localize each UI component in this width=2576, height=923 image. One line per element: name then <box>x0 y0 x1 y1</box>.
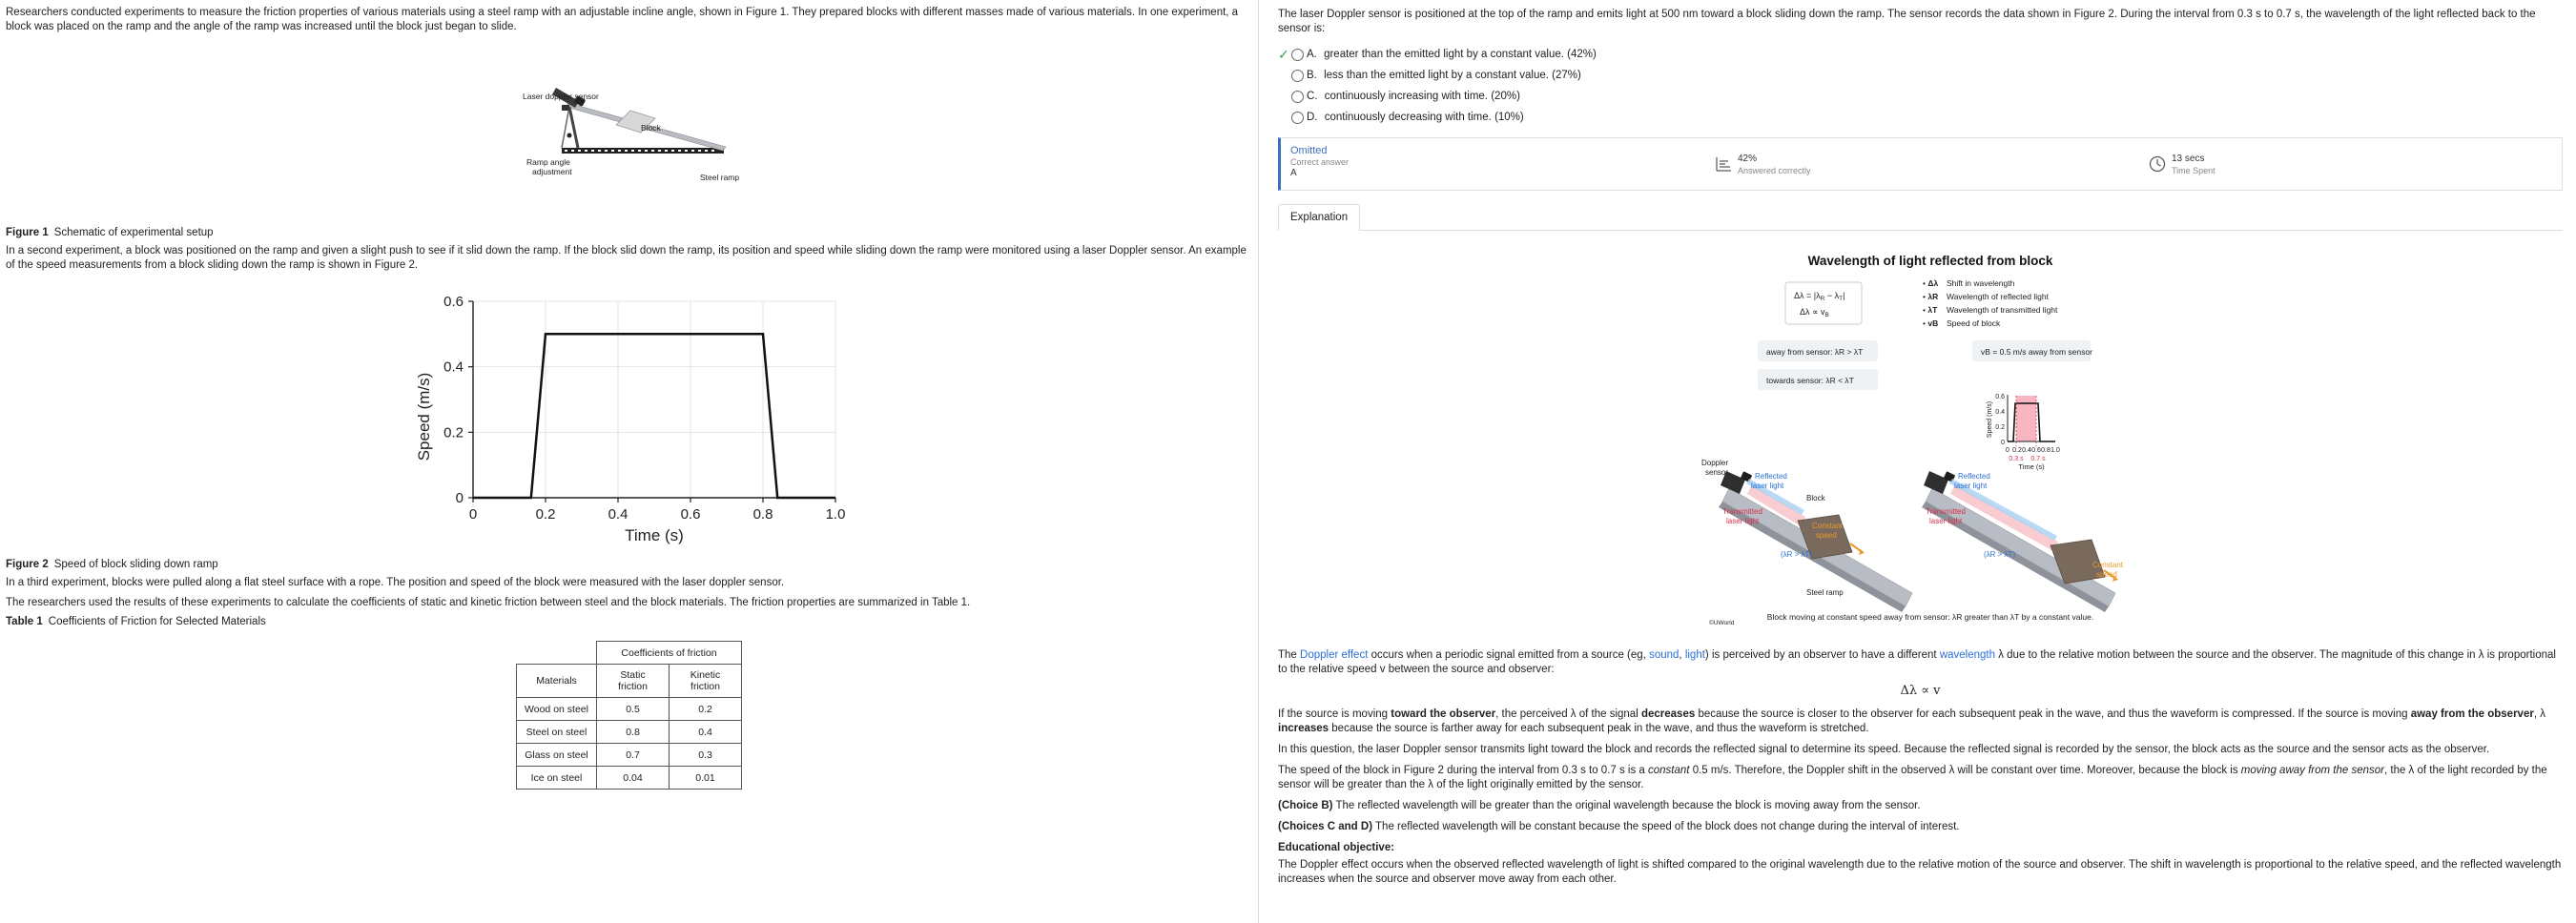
equation-box <box>1785 282 1862 324</box>
label-ramp-adjust-2: adjustment <box>532 167 572 176</box>
label-steel-ramp: Steel ramp <box>700 173 740 182</box>
illustration-caption: Block moving at constant speed away from sensor: λR greater than λT by a constant value. <box>1766 612 2094 622</box>
label-ramp-adjust-1: Ramp angle <box>526 157 570 167</box>
choice-letter: A. <box>1307 49 1317 60</box>
figure-2 <box>6 278 1263 555</box>
passage-para-4: The researchers used the results of these experiments to calculate the coefficients of static and kinetic friction between steel and the block materials. The friction properties are summarized in Table 1. <box>6 597 971 608</box>
question-pane <box>1268 0 2576 923</box>
time-spent-label: Time Spent <box>2172 166 2215 175</box>
exp-para-1: The Doppler effect occurs when a periodic signal emitted from a source (eg, sound, light) is perceived by an observer to have a different wavelength λ due to the relative motion between the source and the observer. The magnitude of this change in λ is proportional to the relative speed v between the source and observer: <box>1278 649 2556 675</box>
table-header-row-2 <box>517 665 742 698</box>
y-tick-label: 0.6 <box>443 294 464 310</box>
speed-series-line <box>473 334 835 498</box>
link-wavelength[interactable]: wavelength <box>1939 649 1996 661</box>
ramp-scene-2 <box>1922 471 2117 612</box>
exp-choice-cd: (Choices C and D) The reflected wavelength will be constant because the speed of the block does not change during the interval of interest. <box>1278 821 1960 832</box>
doppler-illustration <box>1278 238 2572 648</box>
cell-static: 0.04 <box>597 767 670 790</box>
table-row <box>517 767 742 790</box>
correct-answer-label: Correct answer <box>1290 157 1350 167</box>
legend-text: Wavelength of transmitted light <box>1947 305 2058 315</box>
cell-material: Steel on steel <box>517 721 597 744</box>
y-tick-label: 0.4 <box>443 359 464 376</box>
answer-stats-bar <box>1278 137 2563 191</box>
mini-xtick: 0.4 <box>2022 447 2031 454</box>
cell-kinetic: 0.3 <box>670 744 742 767</box>
choice-text: continuously decreasing with time. <box>1324 112 1492 123</box>
legend-item: • λT <box>1923 305 1938 315</box>
status-omitted: Omitted <box>1290 145 1328 156</box>
choice-percent: (10%) <box>1494 112 1524 123</box>
table-1-wrapper <box>516 641 1251 790</box>
table-row <box>517 744 742 767</box>
radio-c[interactable] <box>1291 91 1304 103</box>
label-speed: speed <box>1816 531 1837 540</box>
mini-xtick: 0.2 <box>2012 447 2022 454</box>
mini-ytick: 0.4 <box>1995 409 2005 416</box>
mini-ytick: 0.2 <box>1995 424 2005 431</box>
cell-kinetic: 0.4 <box>670 721 742 744</box>
label-reflected-2: laser light <box>1751 482 1784 490</box>
label-speed-b: speed <box>2096 570 2117 579</box>
equation-2: $\Delta\lambda \propto v_B$ <box>1800 307 1829 318</box>
choice-d[interactable] <box>1278 107 2563 128</box>
doppler-sensor-icon-2 <box>1924 471 1948 494</box>
mini-xtick: 0.8 <box>2041 447 2050 454</box>
answer-status <box>1290 145 1349 179</box>
label-transmitted-b: Transmitted <box>1926 507 1966 516</box>
label-constant-b: Constant <box>2092 561 2124 569</box>
ramp-schematic <box>6 40 1263 182</box>
table-1-number: Table 1 <box>6 616 43 627</box>
speed-box-text: vB = 0.5 m/s away from sensor <box>1981 347 2092 357</box>
choice-percent: (27%) <box>1552 70 1581 81</box>
explanation-tab-row <box>1278 204 2563 231</box>
mini-xtick: 0 <box>2006 447 2009 454</box>
mini-xtick: 0.6 <box>2031 447 2041 454</box>
label-doppler: Doppler <box>1701 459 1729 467</box>
cell-static: 0.8 <box>597 721 670 744</box>
label-transmitted: Transmitted <box>1722 507 1762 516</box>
time-spent-stat <box>2149 154 2215 176</box>
edu-objective-label: Educational objective: <box>1278 842 1395 853</box>
choice-text: continuously increasing with time. <box>1324 91 1489 102</box>
x-tick-label: 0.6 <box>680 506 701 523</box>
table-1-caption <box>6 616 1251 627</box>
legend-text: Wavelength of reflected light <box>1947 292 2049 301</box>
clock-icon <box>2149 155 2166 173</box>
passage-intro: Researchers conducted experiments to measure the friction properties of various materials using a steel ramp with an adjustable incline angle, shown in Figure 1. They prepared blocks with different masses made of various materials. In one experiment, a block was placed on the ramp and the angle of the ramp was increased until the block just began to slide. <box>6 7 1239 32</box>
table-group-header: Coefficients of friction <box>597 642 742 665</box>
figure-2-title: Speed of block sliding down ramp <box>53 559 218 570</box>
table-row <box>517 698 742 721</box>
towards-text: towards sensor: λR < λT <box>1766 376 1854 385</box>
figure-1-number: Figure 1 <box>6 227 49 238</box>
table-row <box>517 721 742 744</box>
figure-1 <box>6 40 1263 182</box>
link-sound[interactable]: sound <box>1649 649 1680 661</box>
pane-divider[interactable] <box>1258 0 1259 923</box>
correct-answer-value: A <box>1290 168 1297 178</box>
table-header-row-1 <box>517 642 742 665</box>
label-block: Block <box>1806 494 1825 503</box>
y-axis-label: Speed (m/s) <box>415 372 433 462</box>
mini-speed-chart <box>1987 394 2060 471</box>
y-tick-label: 0.2 <box>443 424 464 441</box>
choice-text: less than the emitted light by a constant value. <box>1324 70 1549 81</box>
label-steel-ramp: Steel ramp <box>1806 588 1844 597</box>
passage-para-3: In a third experiment, blocks were pulled along a flat steel surface with a rope. The position and speed of the block were measured with the laser doppler sensor. <box>6 577 785 588</box>
table-empty-cell <box>517 642 597 665</box>
passage-para-2: In a second experiment, a block was positioned on the ramp and given a slight push to see if it slid down the ramp. If the block slid down the ramp, its position and speed while sliding down the ramp were monitored using a laser Doppler sensor. An example of the speed measurements from a block sliding down the ramp is shown in Figure 2. <box>6 245 1247 271</box>
choice-percent: (42%) <box>1567 49 1597 60</box>
figure-1-caption <box>6 227 1251 238</box>
label-transmitted-2: laser light <box>1726 517 1760 525</box>
x-tick-label: 0.4 <box>608 506 629 523</box>
legend-item: • Δλ <box>1923 278 1939 288</box>
x-tick-label: 1.0 <box>825 506 846 523</box>
cell-material: Ice on steel <box>517 767 597 790</box>
label-reflected-b: Reflected <box>1958 472 1990 481</box>
choice-a[interactable] <box>1278 44 2563 65</box>
link-doppler-effect[interactable]: Doppler effect <box>1300 649 1369 661</box>
cell-kinetic: 0.01 <box>670 767 742 790</box>
percent-correct-stat <box>1715 154 1811 176</box>
speed-chart <box>406 278 855 555</box>
choice-letter: B. <box>1307 70 1317 81</box>
equation-proportional: Δλ ∝ v <box>1900 684 1941 698</box>
choice-letter: C. <box>1307 91 1318 102</box>
bar-chart-icon <box>1715 155 1732 173</box>
cell-material: Glass on steel <box>517 744 597 767</box>
mini-xtick: 1.0 <box>2050 447 2060 454</box>
radio-b[interactable] <box>1291 70 1304 82</box>
tab-explanation[interactable]: Explanation <box>1278 204 1360 231</box>
exp-para-3: In this question, the laser Doppler sensor transmits light toward the block and records the reflected signal to determine its speed. Because the reflected signal is recorded by the sensor, the block acts as the source and the sensor acts as the observer. <box>1278 744 2490 755</box>
radio-a[interactable] <box>1291 49 1304 61</box>
col-header-materials: Materials <box>517 665 597 698</box>
figure-2-caption <box>6 559 1251 570</box>
figure-2-number: Figure 2 <box>6 559 49 570</box>
mini-mark: 0.7 s <box>2030 456 2046 462</box>
link-light[interactable]: light <box>1684 649 1705 661</box>
choice-percent: (20%) <box>1491 91 1520 102</box>
label-transmitted-b2: laser light <box>1929 517 1963 525</box>
label-reflected: Reflected <box>1755 472 1787 481</box>
illustration-title: Wavelength of light reflected from block <box>1807 254 2053 268</box>
correct-check-icon: ✓ <box>1278 47 1289 62</box>
away-text: away from sensor: λR > λT <box>1766 347 1864 357</box>
copyright-label: ©UWorld <box>1709 620 1735 626</box>
x-tick-label: 0.8 <box>752 506 773 523</box>
cell-static: 0.5 <box>597 698 670 721</box>
mini-ytick: 0 <box>2001 440 2005 446</box>
passage-pane <box>0 0 1257 923</box>
edu-objective-text: The Doppler effect occurs when the observed reflected wavelength of light is shifted compared to the original wavelength due to the relative motion of the source and observer. The shift in wavelength is proportional to the relative speed, and the reflected wavelength increases when the source and observer move away from each other. <box>1278 859 2562 885</box>
x-axis-label: Time (s) <box>625 526 684 544</box>
exp-para-2: If the source is moving toward the observer, the perceived λ of the signal decreases because the source is closer to the observer for each subsequent peak in the wave, and thus the waveform is compressed. If the source is moving away from the observer, λ increases because the source is farther away for each subsequent peak in the wave, and thus the waveform is stretched. <box>1278 708 2545 734</box>
radio-d[interactable] <box>1291 112 1304 124</box>
mini-mark: 0.3 s <box>2009 456 2024 462</box>
percent-correct-value: 42% <box>1738 154 1758 164</box>
legend-item: • vB <box>1923 318 1939 328</box>
cell-material: Wood on steel <box>517 698 597 721</box>
friction-table <box>516 641 742 790</box>
choice-text: greater than the emitted light by a constant value. <box>1324 49 1564 60</box>
equation-1: $\Delta\lambda = |\lambda_R - \lambda_T|$ <box>1794 291 1845 302</box>
table-1-title: Coefficients of Friction for Selected Materials <box>48 616 266 627</box>
col-header-kinetic: Kinetic friction <box>670 665 742 698</box>
explanation-body <box>1278 648 2563 887</box>
cell-static: 0.7 <box>597 744 670 767</box>
label-ratio-2: (λR > λT) <box>1984 550 2016 559</box>
exp-para-4: The speed of the block in Figure 2 during the interval from 0.3 s to 0.7 s is a constant 0.5 m/s. Therefore, the Doppler shift in the observed λ will be constant over time. Moreover, because the block is moving away from the sensor, the λ of the light recorded by the sensor will be greater than the λ of the light originally emitted by the sensor. <box>1278 765 2547 790</box>
question-stem: The laser Doppler sensor is positioned at the top of the ramp and emits light at 500 nm toward a block sliding down the ramp. The sensor records the data shown in Figure 2. During the interval from 0.3 s to 0.7 s, the wavelength of the light reflected back to the sensor is: <box>1278 9 2536 34</box>
legend-item: • λR <box>1923 292 1939 301</box>
legend-text: Shift in wavelength <box>1947 278 2015 288</box>
symbol-legend <box>1923 278 2058 328</box>
choice-c[interactable] <box>1278 86 2563 107</box>
y-tick-label: 0 <box>455 490 464 506</box>
angle-adjust-leg <box>569 107 578 148</box>
choice-letter: D. <box>1307 112 1318 123</box>
choice-b[interactable] <box>1278 65 2563 86</box>
mini-xlabel: Time (s) <box>2018 462 2045 471</box>
label-sensor: sensor <box>1705 468 1729 477</box>
label-laser-sensor: Laser doppler sensor <box>523 92 599 101</box>
mini-ylabel: Speed (m/s) <box>1987 400 1993 439</box>
mini-ytick: 0.6 <box>1995 394 2005 400</box>
x-tick-label: 0 <box>468 506 478 523</box>
label-reflected-b2: laser light <box>1954 482 1988 490</box>
label-constant: Constant <box>1812 522 1844 530</box>
label-block: Block <box>641 123 661 133</box>
time-spent-value: 13 secs <box>2172 154 2205 164</box>
cell-kinetic: 0.2 <box>670 698 742 721</box>
exp-choice-b: (Choice B) The reflected wavelength will be greater than the original wavelength because the block is moving away from the sensor. <box>1278 800 1921 811</box>
x-tick-label: 0.2 <box>535 506 556 523</box>
col-header-static: Static friction <box>597 665 670 698</box>
legend-text: Speed of block <box>1947 318 2001 328</box>
percent-correct-label: Answered correctly <box>1738 166 1811 175</box>
label-ratio-1: (λR > λT) <box>1781 550 1813 559</box>
figure-1-title: Schematic of experimental setup <box>53 227 214 238</box>
doppler-illustration-svg <box>1278 238 2572 648</box>
